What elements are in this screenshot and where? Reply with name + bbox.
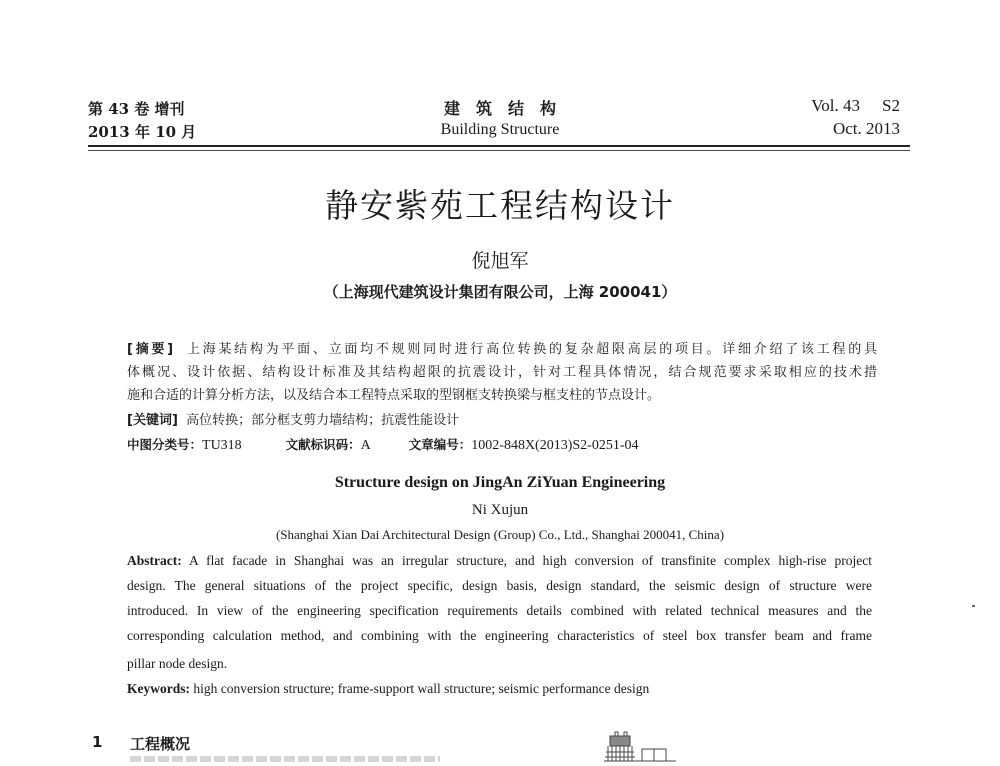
abstract-en-line-3: introduced. In view of the engineering specification requirements details combined with related technical measures and the	[127, 603, 872, 618]
abstract-en-label: Abstract:	[127, 553, 182, 568]
paper-title-en: Structure design on JingAn ZiYuan Engineering	[334, 474, 666, 491]
abstract-cn-text-1: 上海某结构为平面、立面均不规则同时进行高位转换的复杂超限高层的项目。详细介绍了该工程的具	[186, 342, 877, 357]
doc-code-value: A	[360, 438, 371, 453]
abstract-en-text-1: A flat facade in Shanghai was an irregular structure, and high conversion of transfinite complex high-rise project	[189, 553, 872, 568]
journal-date-en: Oct. 2013	[832, 119, 900, 138]
doc-code-label: 文献标识码：	[285, 437, 361, 452]
section-title: 工程概况	[130, 735, 191, 753]
scan-artifact	[972, 605, 975, 607]
section-number: 1	[92, 733, 103, 751]
abstract-en-line-4: corresponding calculation method, and combining with the engineering characteristics of steel box transfer beam and frame	[127, 628, 872, 643]
keywords-cn	[127, 409, 877, 428]
abstract-en-line-1	[127, 553, 872, 569]
building-elevation-figure-icon	[600, 728, 680, 762]
keywords-cn-text: 高位转换；部分框支剪力墙结构；抗震性能设计	[186, 413, 460, 428]
keywords-cn-label: [关键词]	[127, 413, 178, 428]
affiliation-en: (Shanghai Xian Dai Architectural Design (Group) Co., Ltd., Shanghai 200041, China)	[275, 527, 725, 542]
journal-volume-issue: 第 43 卷 增刊	[88, 100, 185, 118]
clc-value: TU318	[202, 438, 242, 453]
article-no-label: 文章编号：	[408, 437, 472, 452]
journal-date-cn: 2013 年 10 月	[88, 123, 197, 141]
abstract-cn-label: [摘要]	[127, 342, 174, 357]
header-rule-thick	[88, 145, 910, 147]
affiliation-cn: （上海现代建筑设计集团有限公司，上海 200041）	[323, 283, 677, 301]
author-en: Ni Xujun	[471, 502, 529, 518]
article-no-value: 1002-848X(2013)S2-0251-04	[471, 438, 639, 453]
journal-name-cn: 建 筑 结 构	[443, 99, 556, 118]
keywords-en-label: Keywords:	[127, 681, 190, 696]
issue-number: S2	[882, 96, 900, 115]
abstract-en-line-5: pillar node design.	[127, 656, 228, 671]
abstract-cn-line-1	[127, 338, 877, 357]
author-cn: 倪旭军	[471, 250, 529, 272]
header-rule-thin	[88, 150, 910, 151]
journal-volume-en	[811, 96, 900, 116]
abstract-cn-line-2: 体概况、设计依据、结构设计标准及其结构超限的抗震设计，针对工程具体情况，结合规范要求采取相应的技术措	[127, 365, 877, 380]
abstract-en-line-2: design. The general situations of the project specific, design basis, design standard, the seismic design of structure were	[127, 578, 872, 593]
cut-off-body-text	[130, 756, 440, 762]
volume-number: Vol. 43	[811, 96, 861, 115]
keywords-en-text: high conversion structure; frame-support wall structure; seismic performance design	[193, 681, 650, 696]
journal-name-en: Building Structure	[440, 121, 560, 138]
classification-line	[127, 435, 639, 454]
clc-label: 中图分类号：	[127, 437, 203, 452]
paper-title-cn: 静安紫苑工程结构设计	[325, 186, 675, 225]
abstract-cn-line-3: 施和合适的计算分析方法，以及结合本工程特点采取的型钢框支转换梁与框支柱的节点设计。	[127, 388, 661, 403]
keywords-en	[127, 681, 872, 697]
